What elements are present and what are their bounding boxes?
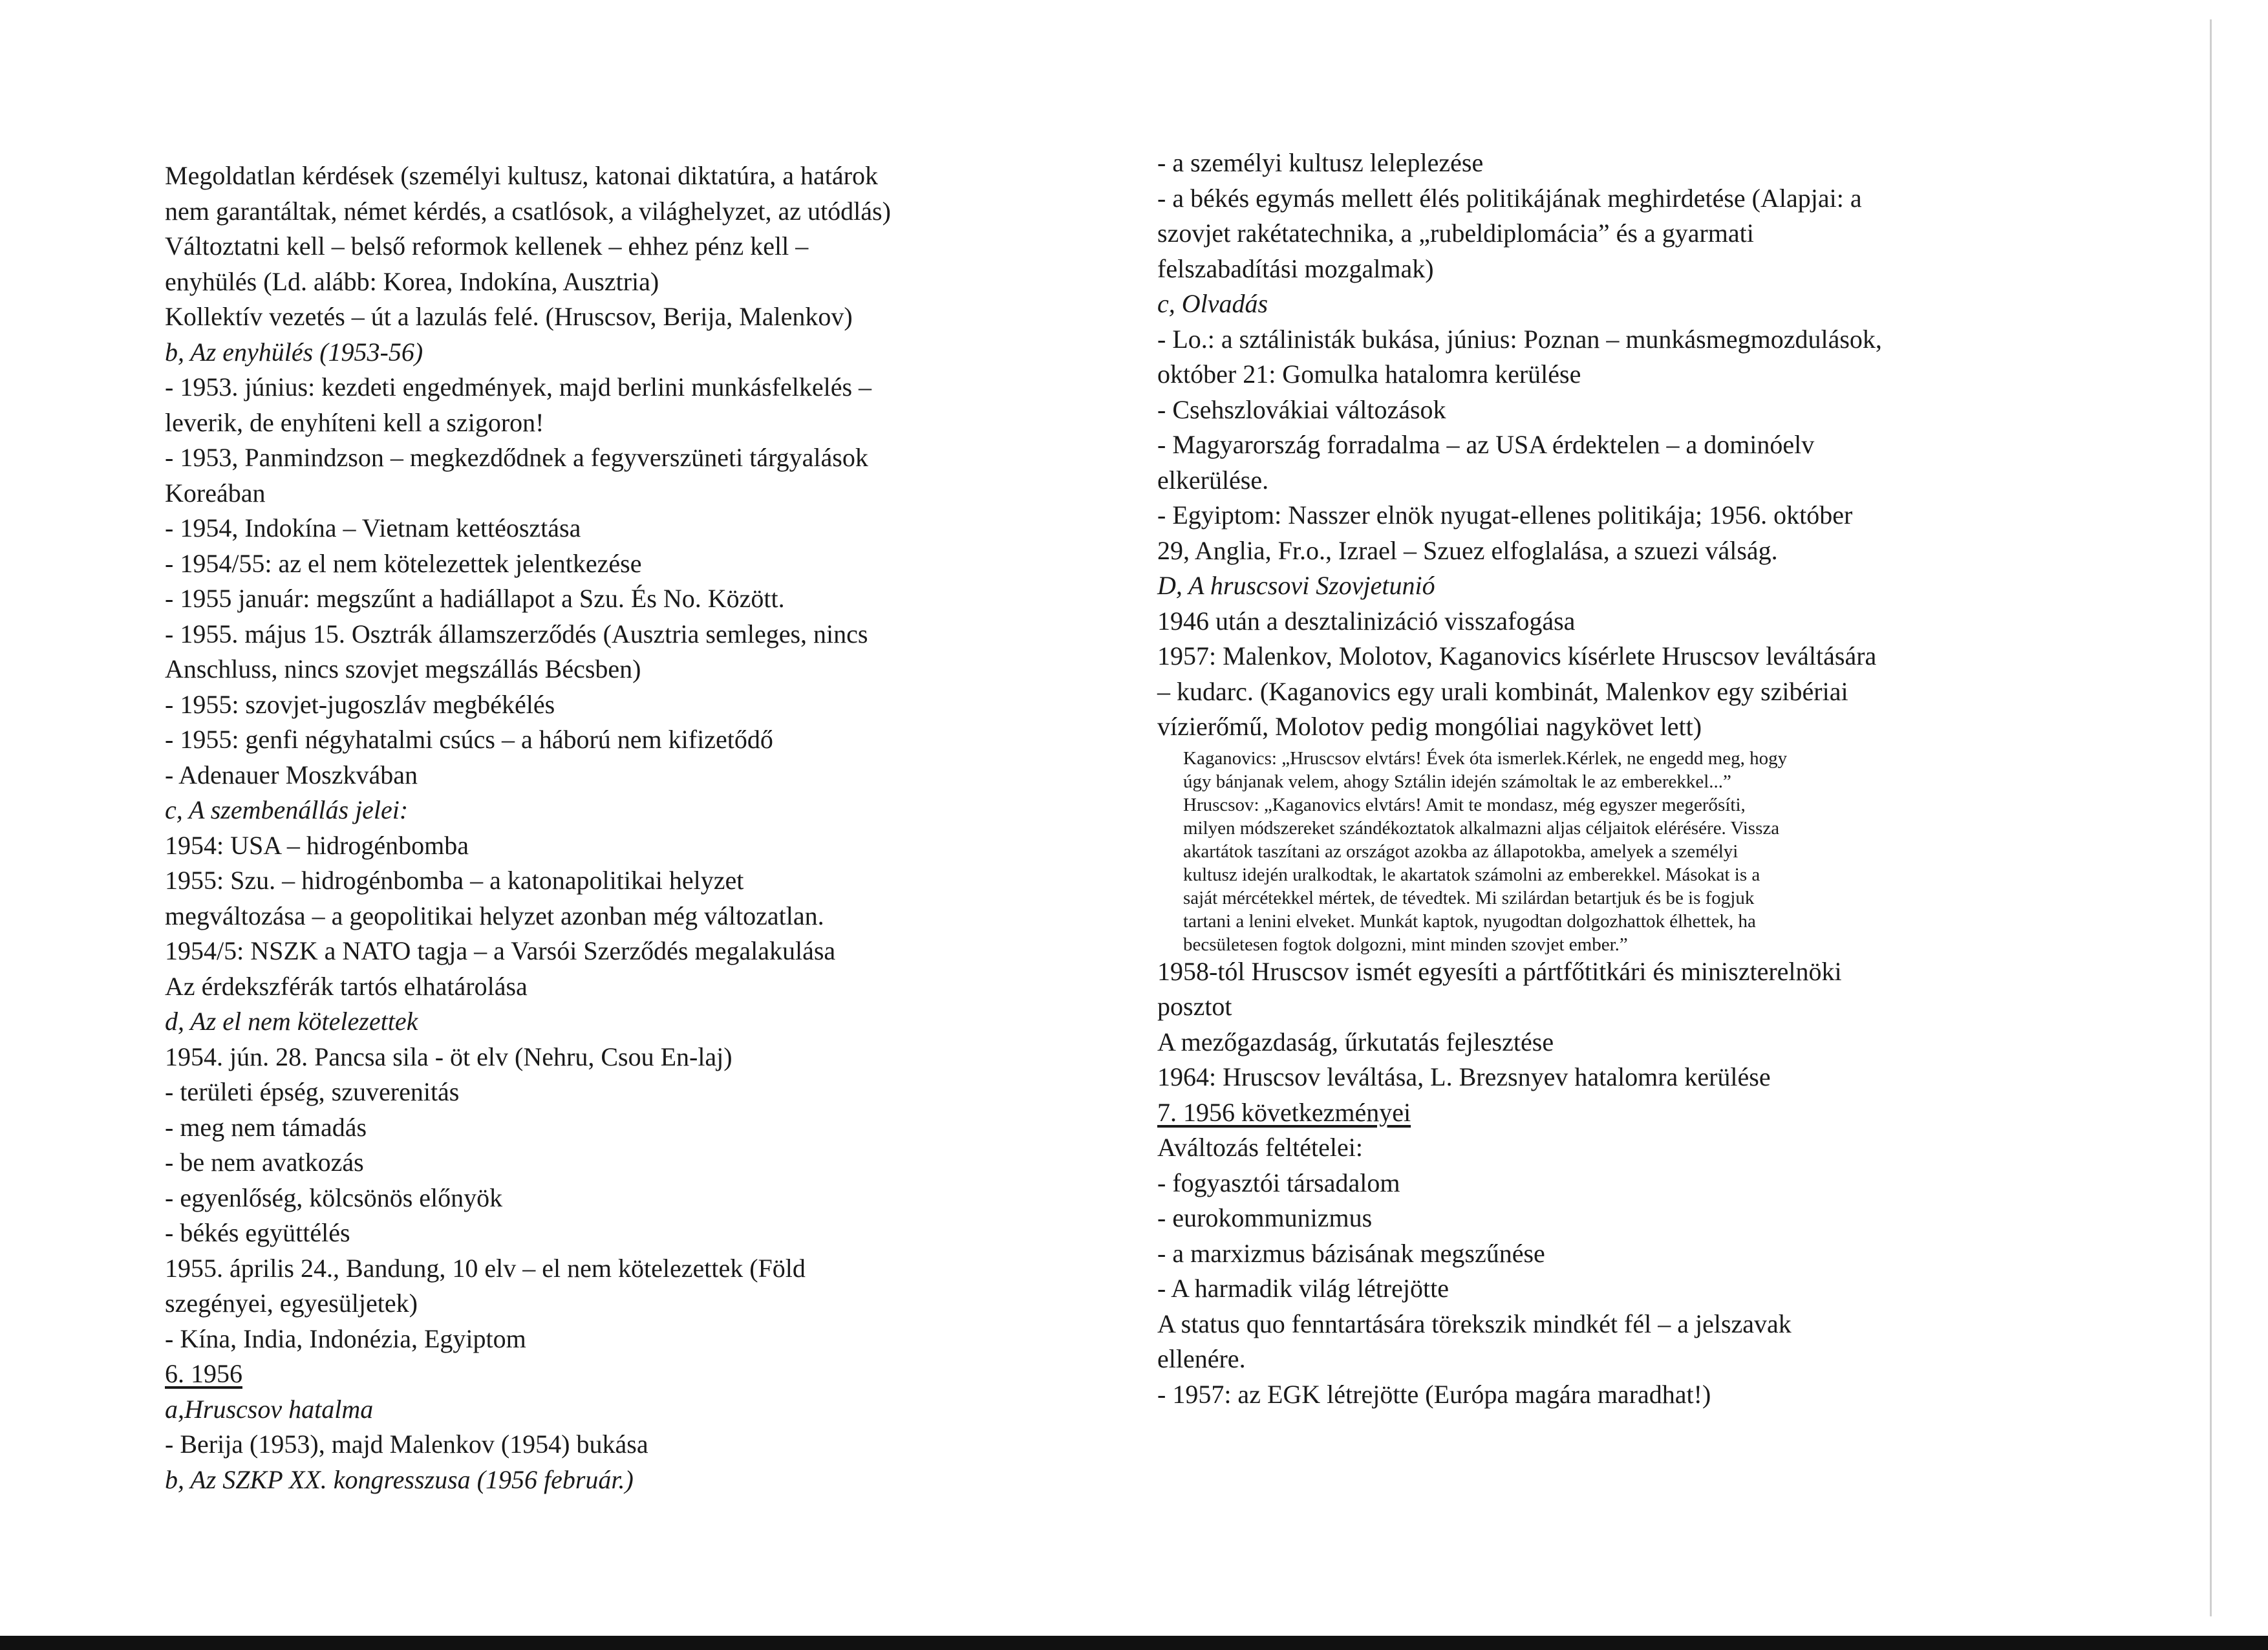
text-line: enyhülés (Ld. alább: Korea, Indokína, Ausztria) bbox=[165, 266, 659, 296]
text-line: 1954/5: NSZK a NATO tagja – a Varsói Szerződés megalakulása bbox=[165, 936, 836, 965]
text-line: - 1954/55: az el nem kötelezettek jelentkezése bbox=[165, 548, 642, 578]
text-line: elkerülése. bbox=[1157, 465, 1269, 495]
text-line: - 1955: szovjet-jugoszláv megbékélés bbox=[165, 689, 555, 719]
text-line: nem garantáltak, német kérdés, a csatlósok, a világhelyzet, az utódlás) bbox=[165, 196, 891, 226]
text-line: - 1955 január: megszűnt a hadiállapot a Szu. És No. Között. bbox=[165, 584, 785, 613]
quote-line: saját mércétekkel mértek, de tévedtek. Mi szilárdan betartjuk és be is fogjuk bbox=[1183, 887, 1755, 908]
text-line: b, Az SZKP XX. kongresszusa (1956 február.) bbox=[165, 1464, 634, 1494]
text-line: c, A szembenállás jelei: bbox=[165, 795, 409, 824]
text-line: 6. 1956 bbox=[165, 1359, 242, 1388]
text-line: – kudarc. (Kaganovics egy urali kombinát, Malenkov egy szibériai bbox=[1157, 676, 1848, 706]
text-line: - Lo.: a sztálinisták bukása, június: Poznan – munkásmegmozdulások, bbox=[1157, 324, 1882, 354]
quote-line: úgy bánjanak velem, ahogy Sztálin idején számoltak le az emberekkel...” bbox=[1183, 771, 1731, 792]
text-line: Anschluss, nincs szovjet megszállás Bécsben) bbox=[165, 654, 641, 683]
text-line: - Magyarország forradalma – az USA érdektelen – a dominóelv bbox=[1157, 430, 1815, 459]
text-line: 1957: Malenkov, Molotov, Kaganovics kísérlete Hruscsov leváltására bbox=[1157, 641, 1877, 670]
text-line: - békés együttélés bbox=[165, 1218, 350, 1247]
text-line: - Kína, India, Indonézia, Egyiptom bbox=[165, 1323, 526, 1353]
text-line: - fogyasztói társadalom bbox=[1157, 1168, 1400, 1197]
text-line: - 1953, Panmindzson – megkezdődnek a fegyverszüneti tárgyalások bbox=[165, 443, 868, 472]
text-line: Aváltozás feltételei: bbox=[1157, 1133, 1363, 1162]
text-line: szovjet rakétatechnika, a „rubeldiplomácia” és a gyarmati bbox=[1157, 219, 1754, 248]
quote-line: becsületesen fogtok dolgozni, mint minden szovjet ember.” bbox=[1183, 934, 1628, 955]
text-line: a,Hruscsov hatalma bbox=[165, 1394, 374, 1424]
text-line: vízierőmű, Molotov pedig mongóliai nagykövet lett) bbox=[1157, 712, 1702, 741]
text-line: Az érdekszférák tartós elhatárolása bbox=[165, 971, 528, 1001]
text-line: - a személyi kultusz leleplezése bbox=[1157, 148, 1484, 177]
text-line: A status quo fenntartására törekszik mindkét fél – a jelszavak bbox=[1157, 1309, 1792, 1338]
text-line: - a marxizmus bázisának megszűnése bbox=[1157, 1238, 1545, 1268]
text-line: - be nem avatkozás bbox=[165, 1148, 364, 1177]
text-line: ellenére. bbox=[1157, 1344, 1246, 1373]
text-line: szegényei, egyesüljetek) bbox=[165, 1289, 418, 1318]
quote-line: tartani a lenini elveket. Munkát kaptok, nyugodtan dolgozhattok élhettek, ha bbox=[1183, 910, 1756, 932]
text-line: - 1953. június: kezdeti engedmények, majd berlini munkásfelkelés – bbox=[165, 372, 872, 402]
text-line: - 1957: az EGK létrejötte (Európa magára maradhat!) bbox=[1157, 1379, 1711, 1409]
text-line: A mezőgazdaság, űrkutatás fejlesztése bbox=[1157, 1027, 1554, 1056]
quote-line: Hruscsov: „Kaganovics elvtárs! Amit te mondasz, még egyszer megerősíti, bbox=[1183, 794, 1746, 815]
text-line: Kollektív vezetés – út a lazulás felé. (Hruscsov, Berija, Malenkov) bbox=[165, 302, 853, 331]
text-line: - egyenlőség, kölcsönös előnyök bbox=[165, 1183, 503, 1212]
quote-line: Kaganovics: „Hruscsov elvtárs! Évek óta ismerlek.Kérlek, ne engedd meg, hogy bbox=[1183, 747, 1788, 769]
text-line: c, Olvadás bbox=[1157, 289, 1268, 318]
text-line: 1964: Hruscsov leváltása, L. Brezsnyev hatalomra kerülése bbox=[1157, 1062, 1771, 1091]
scan-edge-line bbox=[2210, 19, 2212, 1616]
text-line: - Egyiptom: Nasszer elnök nyugat-ellenes politikája; 1956. október bbox=[1157, 500, 1853, 530]
text-line: 1954: USA – hidrogénbomba bbox=[165, 830, 469, 860]
quote-line: kultusz idején uralkodtak, le akartatok számolni az emberekkel. Másokat is a bbox=[1183, 864, 1760, 885]
text-line: - területi épség, szuverenitás bbox=[165, 1077, 460, 1106]
text-line: - Berija (1953), majd Malenkov (1954) bukása bbox=[165, 1430, 648, 1459]
text-line: D, A hruscsovi Szovjetunió bbox=[1157, 571, 1435, 600]
text-line: - 1955. május 15. Osztrák államszerződés (Ausztria semleges, nincs bbox=[165, 619, 868, 648]
text-line: d, Az el nem kötelezettek bbox=[165, 1007, 418, 1036]
text-line: - a békés egymás mellett élés politikájának meghirdetése (Alapjai: a bbox=[1157, 183, 1862, 213]
text-line: b, Az enyhülés (1953-56) bbox=[165, 337, 423, 367]
text-line: Koreában bbox=[165, 478, 266, 508]
text-line: - Csehszlovákiai változások bbox=[1157, 394, 1446, 424]
text-line: megváltozása – a geopolitikai helyzet azonban még változatlan. bbox=[165, 901, 824, 930]
text-line: 1958-tól Hruscsov ismét egyesíti a pártfőtitkári és miniszterelnöki bbox=[1157, 956, 1842, 986]
text-line: leverik, de enyhíteni kell a szigoron! bbox=[165, 407, 544, 437]
text-line: Megoldatlan kérdések (személyi kultusz, katonai diktatúra, a határok bbox=[165, 161, 878, 190]
text-line: 1954. jún. 28. Pancsa sila - öt elv (Nehru, Csou En-laj) bbox=[165, 1042, 733, 1071]
quote-line: milyen módszereket szándékoztatok alkalmazni aljas céljaitok elérésére. Vissza bbox=[1183, 817, 1780, 839]
text-line: - 1955: genfi négyhatalmi csúcs – a háború nem kifizetődő bbox=[165, 725, 773, 754]
text-line: - eurokommunizmus bbox=[1157, 1203, 1373, 1232]
text-line: posztot bbox=[1157, 992, 1232, 1021]
scan-bottom-border bbox=[0, 1636, 2268, 1650]
text-line: - meg nem támadás bbox=[165, 1112, 367, 1142]
text-line: - A harmadik világ létrejötte bbox=[1157, 1274, 1449, 1303]
text-line: felszabadítási mozgalmak) bbox=[1157, 253, 1434, 283]
text-line: - 1954, Indokína – Vietnam kettéosztása bbox=[165, 513, 581, 542]
text-line: Változtatni kell – belső reformok kellenek – ehhez pénz kell – bbox=[165, 231, 809, 261]
text-line: október 21: Gomulka hatalomra kerülése bbox=[1157, 359, 1581, 389]
quote-line: akartátok taszítani az országot azokba az állapotokba, amelyek a személyi bbox=[1183, 841, 1738, 862]
text-line: - Adenauer Moszkvában bbox=[165, 760, 418, 789]
text-line: 1955. április 24., Bandung, 10 elv – el nem kötelezettek (Föld bbox=[165, 1253, 806, 1283]
text-line: 7. 1956 következményei bbox=[1157, 1097, 1411, 1127]
text-line: 1946 után a desztalinizáció visszafogása bbox=[1157, 606, 1576, 636]
text-line: 29, Anglia, Fr.o., Izrael – Szuez elfoglalása, a szuezi válság. bbox=[1157, 535, 1778, 565]
text-line: 1955: Szu. – hidrogénbomba – a katonapolitikai helyzet bbox=[165, 866, 744, 895]
